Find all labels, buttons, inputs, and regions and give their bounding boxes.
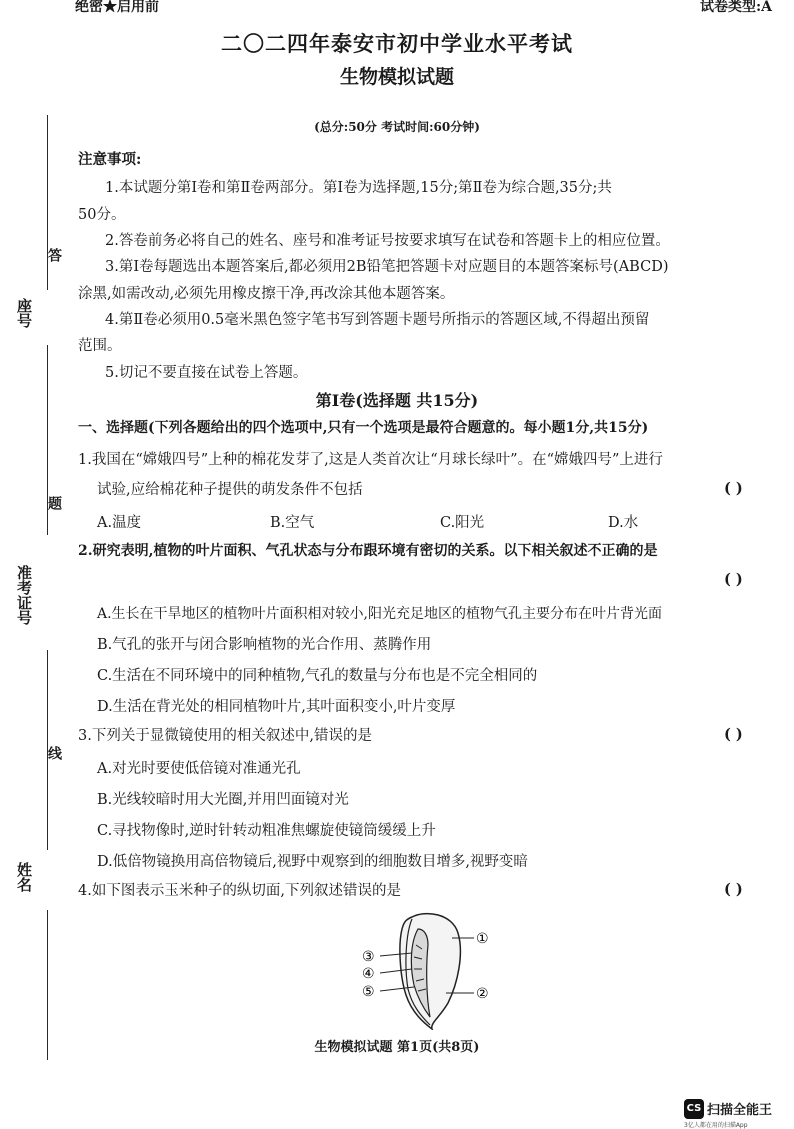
label-5: ⑤ bbox=[362, 984, 375, 1000]
question-2-stem: 2.研究表明,植物的叶片面积、气孔状态与分布跟环境有密切的关系。以下相关叙述不正确的是 bbox=[78, 543, 658, 559]
score-time: (总分:50分 考试时间:60分钟) bbox=[314, 120, 480, 134]
question-2-option: B.气孔的张开与闭合影响植物的光合作用、蒸腾作用 bbox=[97, 637, 432, 653]
label-2: ② bbox=[476, 986, 489, 1002]
note-line: 1.本试题分第Ⅰ卷和第Ⅱ卷两部分。第Ⅰ卷为选择题,15分;第Ⅱ卷为综合题,35分;共 bbox=[105, 180, 612, 196]
exam-number-label: 准考证号 bbox=[15, 565, 33, 625]
note-line: 3.第Ⅰ卷每题选出本题答案后,都必须用2B铅笔把答题卡对应题目的本题答案标号(ABCD) bbox=[105, 259, 669, 275]
notes-heading: 注意事项: bbox=[78, 151, 142, 168]
scanner-name: 扫描全能王 bbox=[707, 1103, 773, 1118]
question-3-option: B.光线较暗时用大光圈,并用凹面镜对光 bbox=[97, 792, 349, 808]
note-line: 4.第Ⅱ卷必须用0.5毫米黑色签字笔书写到答题卡题号所指示的答题区域,不得超出预留 bbox=[105, 312, 650, 328]
label-4: ④ bbox=[362, 966, 375, 982]
question-1-option: C.阳光 bbox=[440, 515, 485, 531]
question-3-stem: 3.下列关于显微镜使用的相关叙述中,错误的是 bbox=[78, 728, 372, 744]
scanner-tagline: 3亿人都在用的扫描App bbox=[684, 1121, 748, 1129]
exam-title: 二〇二四年泰安市初中学业水平考试 bbox=[221, 31, 573, 56]
name-label: 姓名 bbox=[15, 862, 33, 892]
answer-paren: ( ) bbox=[724, 881, 743, 898]
note-line: 5.切记不要直接在试卷上答题。 bbox=[105, 365, 308, 381]
note-line: 涂黑,如需改动,必须先用橡皮擦干净,再改涂其他本题答案。 bbox=[78, 286, 455, 302]
corn-seed-diagram bbox=[340, 905, 510, 1030]
section-heading: 第Ⅰ卷(选择题 共15分) bbox=[315, 391, 479, 410]
exam-subtitle: 生物模拟试题 bbox=[339, 66, 454, 88]
binding-line bbox=[47, 115, 48, 290]
seal-char: 题 bbox=[46, 496, 62, 510]
answer-paren: ( ) bbox=[724, 571, 743, 588]
question-3-option: A.对光时要使低倍镜对准通光孔 bbox=[97, 761, 301, 777]
note-line: 2.答卷前务必将自己的姓名、座号和准考证号按要求填写在试卷和答题卡上的相应位置。 bbox=[105, 233, 670, 249]
question-1-stem: 1.我国在“嫦娥四号”上种的棉花发芽了,这是人类首次让“月球长绿叶”。在“嫦娥四号”上进行 bbox=[78, 452, 663, 468]
question-1-option: D.水 bbox=[608, 515, 639, 531]
scanner-logo-icon: CS bbox=[684, 1099, 704, 1119]
label-3: ③ bbox=[362, 949, 375, 965]
answer-paren: ( ) bbox=[724, 726, 743, 743]
question-1-option: A.温度 bbox=[97, 515, 142, 531]
question-2-option: A.生长在干旱地区的植物叶片面积相对较小,阳光充足地区的植物气孔主要分布在叶片背光面 bbox=[97, 606, 663, 622]
paper-type: 试卷类型:A bbox=[699, 0, 772, 15]
question-3-option: C.寻找物像时,逆时针转动粗准焦螺旋使镜筒缓缓上升 bbox=[97, 823, 436, 839]
seal-char: 线 bbox=[46, 746, 62, 760]
question-4-stem: 4.如下图表示玉米种子的纵切面,下列叙述错误的是 bbox=[78, 883, 401, 899]
note-line: 范围。 bbox=[78, 338, 122, 354]
answer-paren: ( ) bbox=[724, 480, 743, 497]
question-1-option: B.空气 bbox=[270, 515, 315, 531]
seat-label: 座号 bbox=[15, 298, 33, 328]
label-1: ① bbox=[476, 931, 489, 947]
secret-mark: 绝密★启用前 bbox=[75, 0, 159, 15]
question-2-option: D.生活在背光处的相同植物叶片,其叶面积变小,叶片变厚 bbox=[97, 699, 456, 715]
note-line: 50分。 bbox=[78, 207, 126, 223]
seal-char: 答 bbox=[46, 248, 62, 262]
page-footer: 生物模拟试题 第1页(共8页) bbox=[314, 1040, 480, 1055]
section-instruction: 一、选择题(下列各题给出的四个选项中,只有一个选项是最符合题意的。每小题1分,共15分) bbox=[78, 420, 649, 436]
question-2-option: C.生活在不同环境中的同种植物,气孔的数量与分布也是不完全相同的 bbox=[97, 668, 538, 684]
question-3-option: D.低倍物镜换用高倍物镜后,视野中观察到的细胞数目增多,视野变暗 bbox=[97, 854, 528, 870]
question-1-stem: 试验,应给棉花种子提供的萌发条件不包括 bbox=[97, 482, 363, 498]
